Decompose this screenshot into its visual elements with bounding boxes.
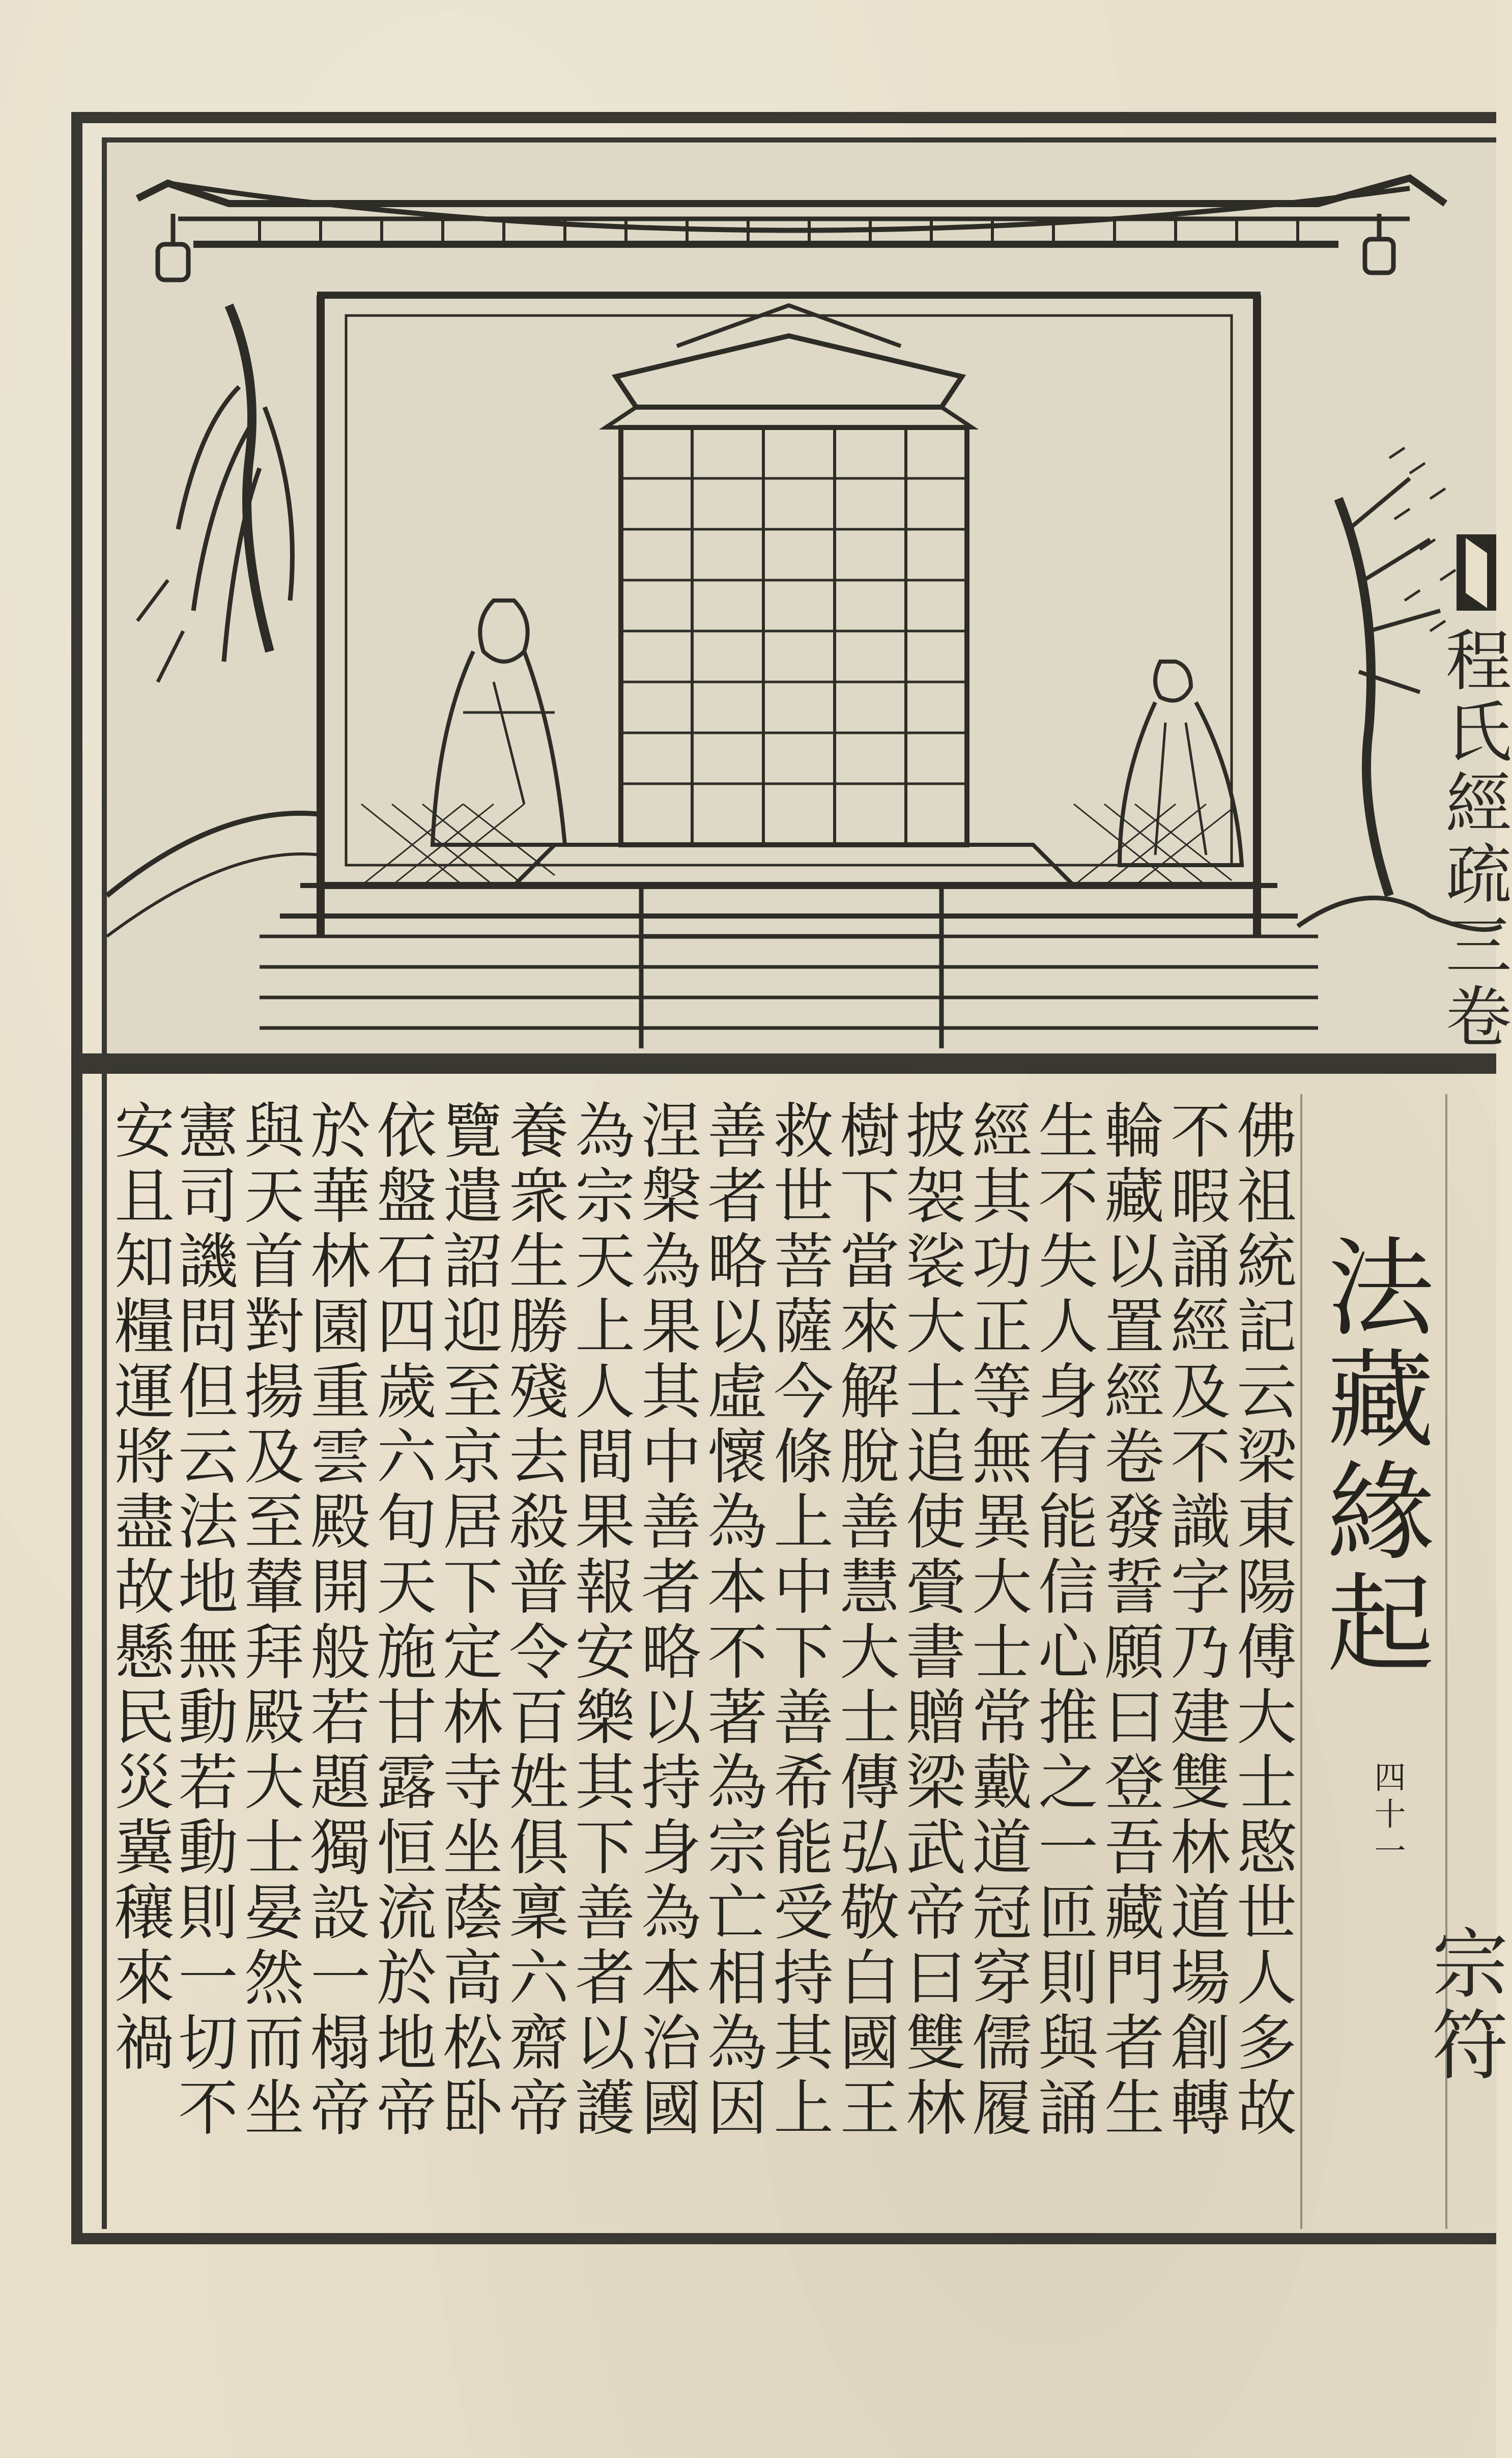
- text-column-7: 樹下當來解脫善慧大士傳弘敬白國王: [830, 1099, 900, 2141]
- section-divider: [71, 1053, 1496, 1074]
- text-column-6: 披袈裟大士追使賫書贈梁武帝曰雙林: [896, 1099, 966, 2141]
- woodblock-illustration: [102, 137, 1496, 1053]
- text-column-18: 安且知糧運將盡故懸民災冀穰來禍: [104, 1099, 175, 2076]
- text-column-1: 佛祖統記云梁東陽傅大士愍世人多故: [1226, 1099, 1297, 2141]
- text-column-2: 不暇誦經及不識字乃建雙林道場創轉: [1160, 1099, 1231, 2141]
- text-column-12: 養衆生勝殘去殺普令百姓俱稟六齋帝: [499, 1099, 569, 2141]
- text-column-8: 救世菩薩今條上中下善希能受持其上: [763, 1099, 834, 2141]
- text-column-13: 覽遣詔迎至京居下定林寺坐蔭高松卧: [433, 1099, 503, 2141]
- text-column-11: 為宗天上人間果報安樂其下善者以護: [565, 1099, 635, 2141]
- text-column-10: 涅槃為果其中善者略以持身為本治國: [631, 1099, 701, 2141]
- text-column-17: 憲司譏問但云法地無動若動則一切不: [168, 1099, 238, 2141]
- text-column-4: 生不失人身有能信心推之一匝則與誦: [1028, 1099, 1098, 2141]
- column-rule: [1300, 1094, 1302, 2229]
- main-title: 法藏緣起: [1309, 1232, 1434, 1679]
- outer-margin-label: 程氏經疏三卷: [1435, 626, 1512, 1053]
- text-column-3: 輪藏以置經卷發誓願曰登吾藏門者生: [1094, 1099, 1164, 2141]
- margin-label-box: [1457, 534, 1496, 611]
- right-heading: 宗符: [1419, 1924, 1507, 2087]
- text-column-16: 與天首對揚及至輦拜殿大士晏然而坐: [234, 1099, 304, 2141]
- text-column-15: 於華林園重雲殿開般若題獨設一榻帝: [300, 1099, 370, 2141]
- revolving-sutra-cabinet-scene: [107, 142, 1501, 1059]
- text-column-14: 依盤石四歲六旬天施甘露恒流於地帝: [366, 1099, 437, 2141]
- section-number: 四十一: [1369, 1761, 1406, 1871]
- text-column-9: 善者略以虛懷為本不著為宗亡相為因: [697, 1099, 767, 2141]
- text-column-5: 經其功正等無異大士常戴道冠穿儒履: [962, 1099, 1032, 2141]
